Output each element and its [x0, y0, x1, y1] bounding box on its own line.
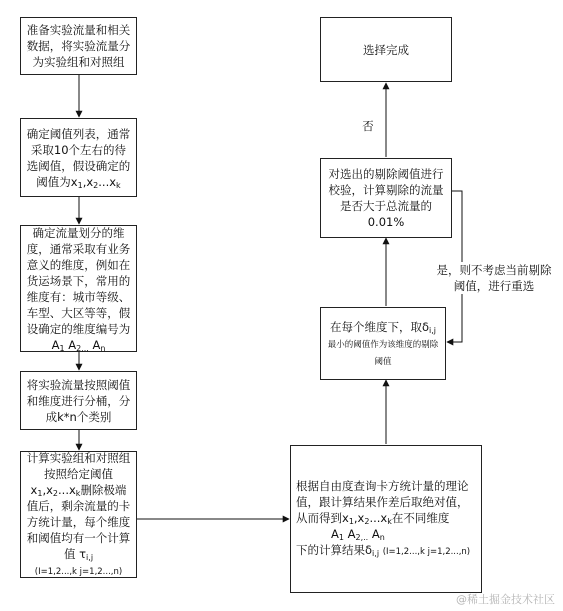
node-done: 选择完成 — [320, 17, 452, 82]
node-select-min: 在每个维度下，取$\delta_{i,j}$ 最小的阈值作为该维度的剔除阈值 — [320, 307, 446, 380]
node-chi-square-lookup: 根据自由度查询卡方统计量的理论值，跟计算结果作差后取绝对值，从而得到$x_1,x_2...x_k$在不同维度 $A_1$ $A_{2,..}$ $A_n$ 下的计算结果$\delta_{i,j}$ (I=1,2...,k j=1,2...,n) — [290, 445, 482, 593]
node-verify: 对选出的剔除阈值进行校验，计算剔除的流量是否大于总流量的0.01% — [320, 158, 452, 238]
node-threshold-list: 确定阈值列表，通常采取10个左右的待选阈值，假设确定的阈值为$x_1,x_2...x_k$ — [20, 118, 137, 197]
node-compute-chi-square: 计算实验组和对照组按照给定阈值$x_1,x_2...x_k$删除极端值后，剩余流量的卡方统计量，每个维度和阈值均有一个计算值 $\tau_{i,j}$ (I=1,2...,k j=1,2...,n) — [20, 451, 137, 578]
node-dimension: 确定流量划分的维度，通常采取有业务意义的维度，例如在货运场景下，常用的维度有：城市等级、车型、大区等等，假设确定的维度编号为 $A_1$ $A_{2,..}$ $A_n$ — [20, 225, 137, 352]
node-bucket: 将实验流量按照阈值和维度进行分桶，分成k*n个类别 — [20, 371, 137, 430]
edge-label-no: 否 — [362, 119, 374, 133]
edge-label-yes: 是，则不考虑当前剔除阈值，进行重选 — [434, 262, 554, 294]
watermark: @稀土掘金技术社区 — [456, 593, 555, 606]
node-prepare: 准备实验流量和相关数据，将实验流量分为实验组和对照组 — [20, 17, 137, 75]
